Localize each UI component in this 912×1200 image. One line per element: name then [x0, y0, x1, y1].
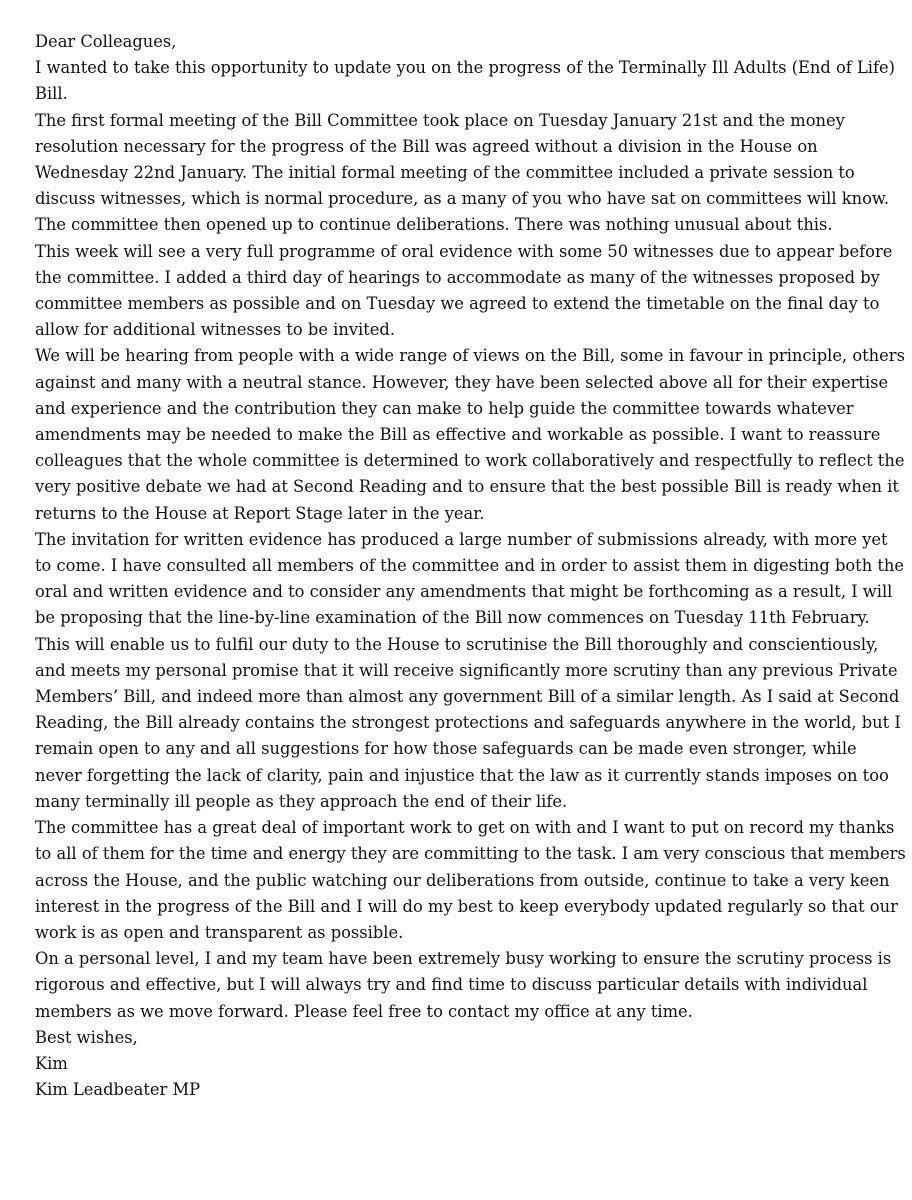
- letter-body: [35, 29, 907, 1103]
- paragraph-intro: I wanted to take this opportunity to update you on the progress of the Terminally Ill Adults (End of Life) Bill.: [35, 58, 896, 104]
- paragraph-witness-views: We will be hearing from people with a wide range of views on the Bill, some in favour in principle, others against and many with a neutral stance. However, they have been selected above all for their expertise and experience and the contribution they can make to help guide the committee towards whatever amendments may be needed to make the Bill as effective and workable as possible. I want to reassure colleagues that the whole committee is determined to work collaboratively and respectfully to reflect the very positive debate we had at Second Reading and to ensure that the best possible Bill is ready when it returns to the House at Report Stage later in the year.: [35, 346, 905, 523]
- salutation: Dear Colleagues,: [35, 32, 177, 51]
- signature-full-name: Kim Leadbeater MP: [35, 1080, 201, 1100]
- paragraph-committee-work: The committee has a great deal of important work to get on with and I want to put on record my thanks to all of them for the time and energy they are committing to the task. I am very conscious that members across the House, and the public watching our deliberations from outside, continue to take a very keen interest in the progress of the Bill and I will do my best to keep everybody updated regularly so that our work is as open and transparent as possible.: [35, 818, 906, 942]
- paragraph-written-evidence: The invitation for written evidence has produced a large number of submissions already, with more yet to come. I have consulted all members of the committee and in order to assist them in digesting both the oral and written evidence and to consider any amendments that might be forthcoming as a result, I will be proposing that the line-by-line examination of the Bill now commences on Tuesday 11th February. This will enable us to fulfil our duty to the House to scrutinise the Bill thoroughly and conscientiously, and meets my personal promise that it will receive significantly more scrutiny than any previous Private Members’ Bill, and indeed more than almost any government Bill of a similar length. As I said at Second Reading, the Bill already contains the strongest protections and safeguards anywhere in the world, but I remain open to any and all suggestions for how those safeguards can be made even stronger, while never forgetting the lack of clarity, pain and injustice that the law as it currently stands imposes on too many terminally ill people as they approach the end of their life.: [35, 529, 905, 811]
- closing: Best wishes,: [35, 1027, 138, 1047]
- paragraph-oral-evidence: This week will see a very full programme of oral evidence with some 50 witnesses due to appear before the committee. I added a third day of hearings to accommodate as many of the witnesses proposed by committee members as possible and on Tuesday we agreed to extend the timetable on the final day to allow for additional witnesses to be invited.: [35, 241, 893, 340]
- signature-first-name: Kim: [35, 1053, 68, 1073]
- paragraph-first-meeting: The first formal meeting of the Bill Committee took place on Tuesday January 21st and the money resolution necessary for the progress of the Bill was agreed without a division in the House on Wednesday 22nd January. The initial formal meeting of the committee included a private session to discuss witnesses, which is normal procedure, as a many of you who have sat on committees will know. The committee then opened up to continue deliberations. There was nothing unusual about this.: [35, 110, 890, 235]
- paragraph-personal-level: On a personal level, I and my team have been extremely busy working to ensure the scrutiny process is rigorous and effective, but I will always try and find time to discuss particular details with individual members as we move forward. Please feel free to contact my office at any time.: [35, 949, 892, 1021]
